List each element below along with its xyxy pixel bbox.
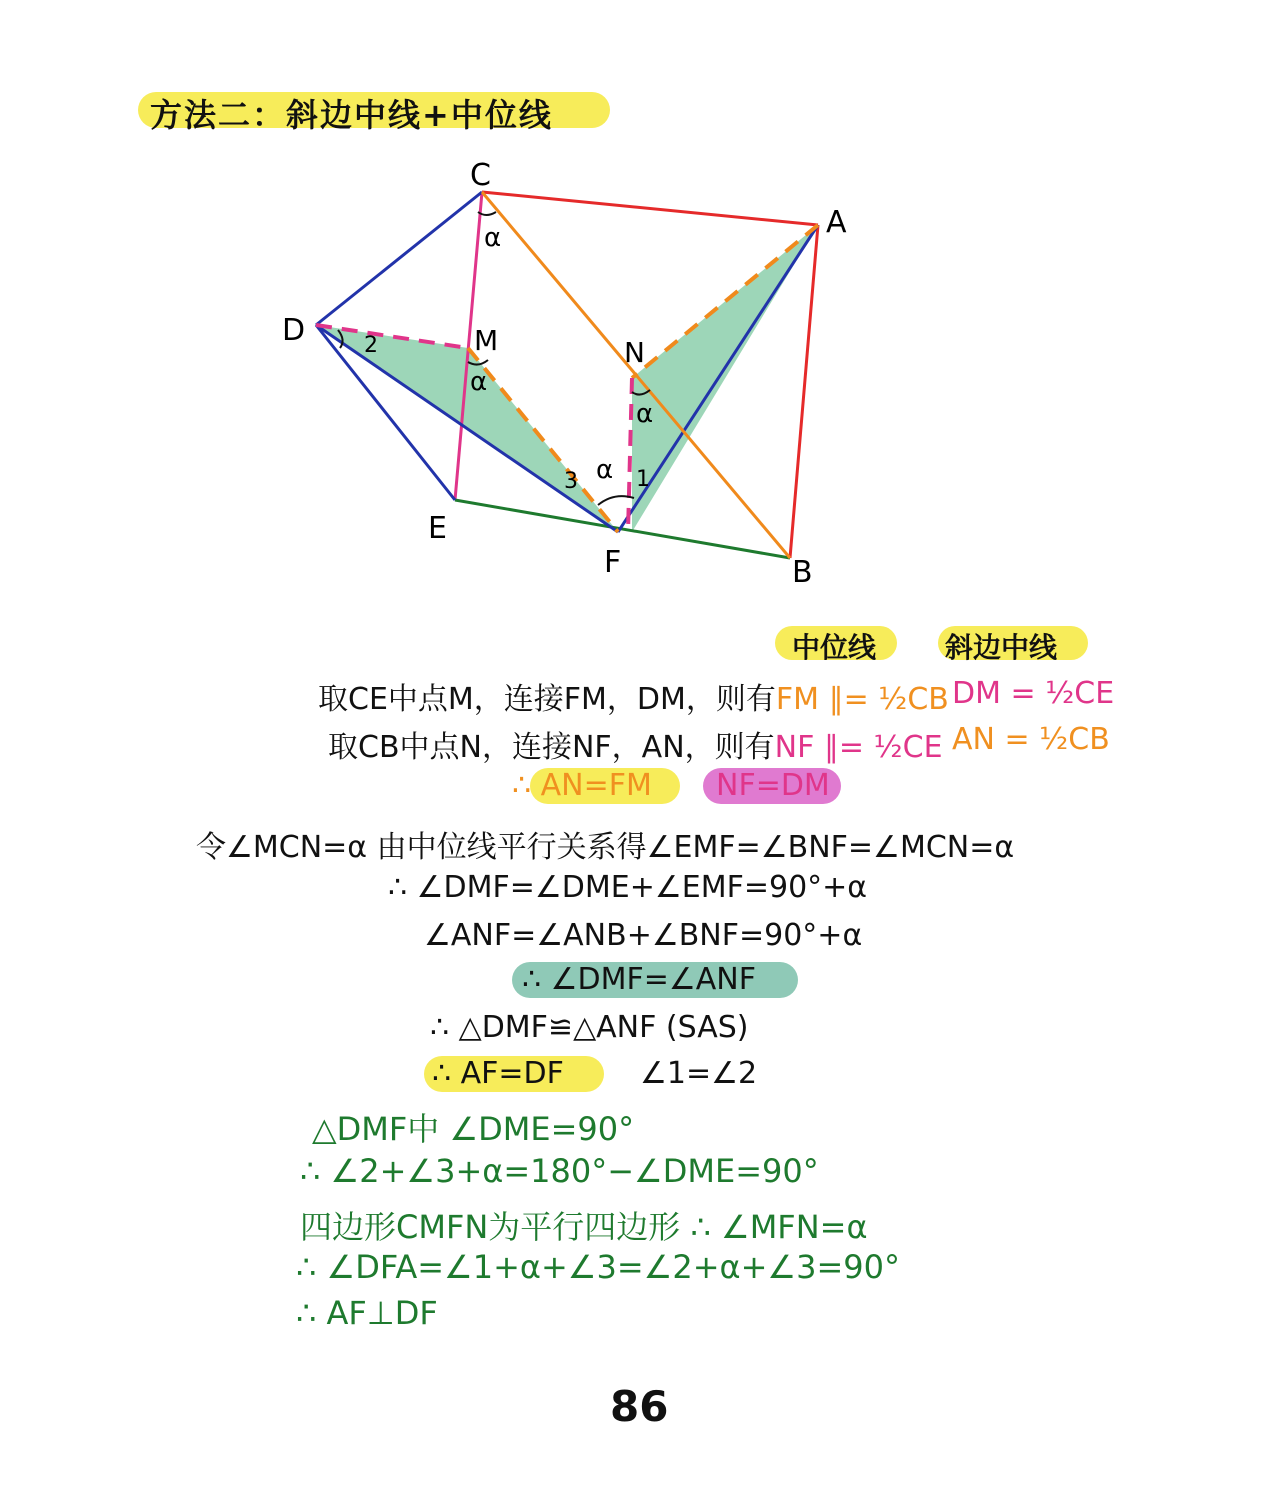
- line-2: [328, 722, 943, 766]
- label-e: E: [428, 511, 447, 546]
- label-b: B: [792, 555, 813, 590]
- triangle-anf-fill: [632, 225, 818, 532]
- angle-alpha-c: α: [484, 223, 502, 253]
- angle-label-3: 3: [564, 469, 578, 494]
- angle-arc-f: [598, 496, 634, 505]
- geometry-figure: [0, 0, 1280, 600]
- legend-midline: 中位线: [792, 631, 877, 664]
- line-9-angles: ∠1=∠2: [640, 1056, 758, 1091]
- green-line-5: ∴ AF⊥DF: [296, 1294, 438, 1332]
- segment-dc: [316, 192, 482, 325]
- green-line-2: ∴ ∠2+∠3+α=180°−∠DME=90°: [300, 1152, 819, 1190]
- angle-alpha-f: α: [596, 455, 614, 485]
- angle-label-2: 2: [364, 333, 378, 358]
- line-3-nf-dm: NF=DM: [716, 768, 830, 803]
- segment-eb: [455, 500, 790, 558]
- label-d: D: [282, 313, 306, 348]
- angle-alpha-n: α: [636, 399, 654, 429]
- page-number: 86: [610, 1382, 669, 1431]
- segment-ab: [790, 225, 818, 558]
- label-f: F: [604, 545, 622, 580]
- line-1: [318, 674, 949, 718]
- label-a: A: [826, 205, 847, 240]
- line-2-nf: NF ∥= ½CE: [774, 730, 943, 765]
- line-1-fm: FM ∥= ½CB: [775, 682, 949, 717]
- legend-hyp-median: 斜边中线: [945, 631, 1058, 664]
- segment-ca: [482, 192, 818, 225]
- label-c: C: [470, 158, 491, 193]
- label-m: M: [474, 324, 499, 357]
- line-4: 令∠MCN=α 由中位线平行关系得∠EMF=∠BNF=∠MCN=α: [196, 830, 1015, 865]
- angle-label-1: 1: [636, 467, 650, 492]
- line-9-af-df: ∴ AF=DF: [432, 1056, 564, 1091]
- page-title: 方法二：斜边中线+中位线: [150, 96, 553, 134]
- line-2-prefix: 取CB中点N，连接NF，AN，则有: [328, 730, 775, 765]
- green-line-4: ∴ ∠DFA=∠1+α+∠3=∠2+α+∠3=90°: [296, 1248, 900, 1286]
- green-line-3: 四边形CMFN为平行四边形 ∴ ∠MFN=α: [300, 1208, 868, 1246]
- line-6: ∠ANF=∠ANB+∠BNF=90°+α: [424, 918, 863, 953]
- line-1-prefix: 取CE中点M，连接FM，DM，则有: [318, 682, 776, 717]
- line-8: ∴ △DMF≌△ANF (SAS): [430, 1010, 749, 1045]
- line-5: ∴ ∠DMF=∠DME+∠EMF=90°+α: [388, 870, 868, 905]
- line-1-dm: DM = ½CE: [952, 676, 1115, 711]
- line-3-an-fm: ∴ AN=FM: [512, 768, 652, 803]
- label-n: N: [624, 336, 645, 369]
- line-7: ∴ ∠DMF=∠ANF: [522, 962, 757, 997]
- green-line-1: △DMF中 ∠DME=90°: [312, 1110, 635, 1148]
- line-2-an: AN = ½CB: [952, 722, 1110, 757]
- angle-alpha-m: α: [470, 367, 488, 397]
